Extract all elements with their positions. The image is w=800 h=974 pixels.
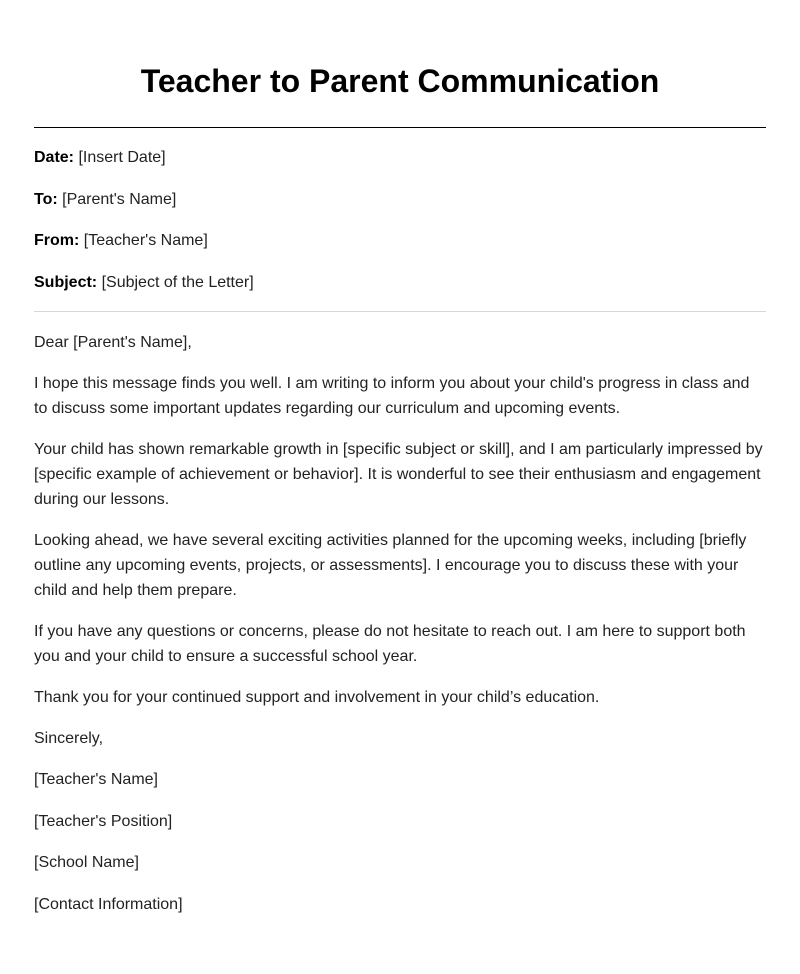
subject-label: Subject:: [34, 273, 98, 291]
from-line: [34, 230, 766, 252]
page-title: Teacher to Parent Communication: [140, 63, 660, 99]
paragraph-progress: Your child has shown remarkable growth in [specific subject or skill], and I am particularly impressed by [specific example of achievement or behavior]. It is wonderful to see their enthusiasm and engagement during our lessons.: [34, 440, 763, 508]
closing: Sincerely,: [34, 729, 104, 747]
signature-teacher-position: [Teacher's Position]: [34, 812, 173, 830]
to-line: [34, 189, 766, 211]
subject-line: [34, 272, 766, 294]
header-divider: [34, 311, 766, 312]
letter-body: [34, 330, 766, 917]
paragraph-intro: I hope this message finds you well. I am writing to inform you about your child's progress in class and to discuss some important updates regarding our curriculum and upcoming events.: [34, 374, 750, 417]
date-line: [34, 147, 766, 169]
to-label: To:: [34, 190, 58, 208]
paragraph-contact: If you have any questions or concerns, please do not hesitate to reach out. I am here to support both you and your child to ensure a successful school year.: [34, 622, 746, 665]
paragraph-upcoming: Looking ahead, we have several exciting activities planned for the upcoming weeks, including [briefly outline any upcoming events, projects, or assessments]. I encourage you to discuss these with your child and help them prepare.: [34, 531, 747, 599]
salutation: Dear [Parent's Name],: [34, 333, 192, 351]
date-label: Date:: [34, 149, 75, 166]
date-value: [Insert Date]: [78, 149, 166, 166]
signature-contact-info: [Contact Information]: [34, 895, 183, 913]
title-divider: [34, 127, 766, 128]
to-value: [Parent's Name]: [62, 190, 177, 208]
paragraph-thanks: Thank you for your continued support and involvement in your child’s education.: [34, 688, 600, 706]
signature-teacher-name: [Teacher's Name]: [34, 771, 158, 788]
from-label: From:: [34, 232, 80, 249]
letter-header: [34, 147, 766, 294]
signature-school-name: [School Name]: [34, 854, 139, 871]
subject-value: [Subject of the Letter]: [101, 273, 254, 291]
from-value: [Teacher's Name]: [83, 232, 208, 249]
